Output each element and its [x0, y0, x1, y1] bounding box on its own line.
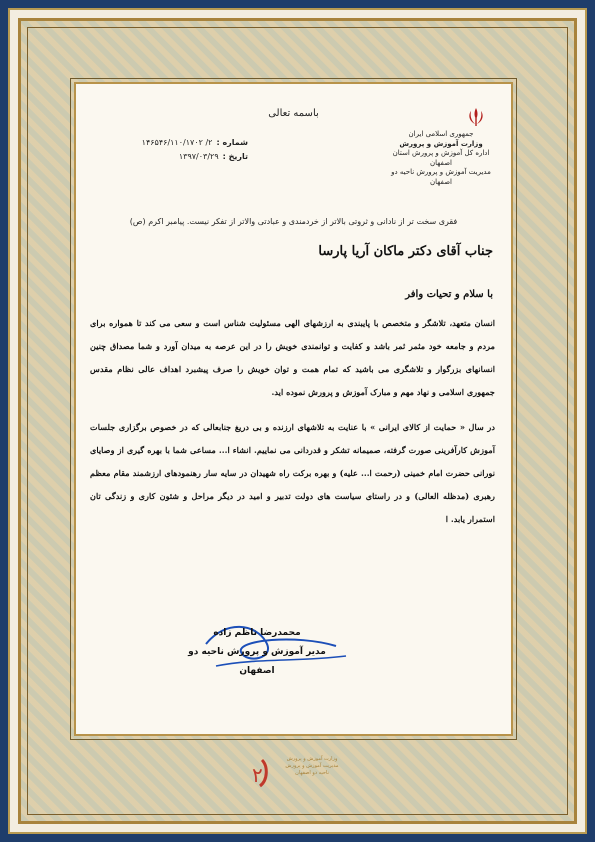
ministry-line: وزارت آموزش و پرورش [399, 139, 483, 148]
certificate-page [8, 8, 587, 834]
svg-text:۲: ۲ [252, 763, 263, 787]
date-label: تاریخ : [222, 152, 248, 161]
signer-name: محمدرضا ناظم زاده [213, 628, 301, 638]
greeting: با سلام و تحیات وافر [405, 289, 493, 300]
addressee: جناب آقای دکتر ماکان آریا پارسا [318, 244, 493, 259]
date-value: ۱۳۹۷/۰۳/۲۹ [178, 152, 219, 161]
signature-block [172, 624, 342, 681]
letter-meta [88, 136, 248, 164]
footer-line: ناحیه دو اصفهان [295, 770, 329, 776]
letter-body-area [74, 82, 513, 736]
ministry-logo-icon [210, 752, 280, 792]
letter-date-row [88, 150, 248, 164]
footer-line: مدیریت آموزش و پرورش [285, 763, 339, 769]
ministry-line: مدیریت آموزش و پرورش ناحیه دو اصفهان [391, 168, 491, 186]
paragraph: انسان متعهد، تلاشگر و متخصص با پایبندی به ارزشهای الهی مسئولیت شناس است و سعی می کند تا همواره برای مردم و جامعه خود مثمر ثمر باشد و کفایت و توانمندی خویش را در این عرصه به میدان آورد و شما مصداق چنین انسانهای بزرگوار و تلاشگری می باشید که تمام همت و توان خویش را صرف پیشبرد اهداف عالی نظام مقدس جمهوری اسلامی و نهاد مهم و مبارک آموزش و پرورش نموده اید. [90, 318, 495, 397]
footer-line: وزارت آموزش و پرورش [286, 756, 338, 762]
letter-text [90, 312, 495, 543]
footer-caption [282, 756, 342, 777]
basmala-heading: باسمه تعالی [268, 108, 319, 119]
ministry-line: جمهوری اسلامی ایران [408, 130, 474, 138]
number-value: ۲/ ۱۴۶۵۴۶/۱۱۰/۱۷۰۲ [141, 138, 213, 147]
signer-title: مدیر آموزش و پرورش ناحیه دو اصفهان [188, 647, 326, 676]
iran-emblem-icon [465, 106, 487, 128]
number-label: شماره : [216, 138, 248, 147]
hadith-quote: فقری سخت تر از نادانی و ثروتی بالاتر از خردمندی و عبادتی والاتر از تفکر نیست. پیامبر اکرم (ص) [129, 217, 458, 226]
letter-number-row [88, 136, 248, 150]
ministry-line: اداره کل آموزش و پرورش استان اصفهان [392, 149, 490, 167]
paragraph: در سال « حمایت از کالای ایرانی » با عنایت به تلاشهای ارزنده و بی دریغ جنابعالی که در خصوص برگزاری جلسات آموزش کارآفرینی صورت گرفته، صمیمانه تشکر و قدردانی می نماییم. انشاء ا... مساعی شما با بهره گیری از وصایای نورانی حضرت امام خمینی (رحمت ا... علیه) و بهره برکت راه شهیدان در سایه سار رهنمودهای ارزشمند مقام معظم رهبری (مدظله العالی) و در راستای سیاست های دولت تدبیر و امید در دیگر مراحل و شئون کاری و زندگی تان استمرار یابد. ا [90, 422, 495, 524]
ministry-header [381, 130, 501, 187]
